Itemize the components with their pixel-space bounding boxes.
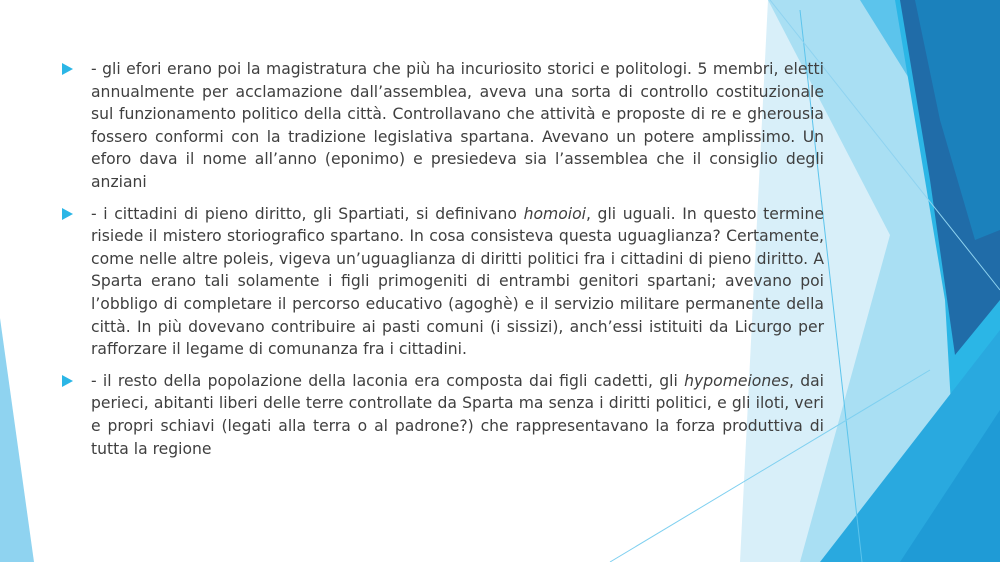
bullet-text: - i cittadini di pieno diritto, gli Spartiati, si definivano homoioi, gli uguali. In questo termine risiede il mistero storiografico spartano. In cosa consisteva questa uguaglianza? Certamente, come nelle altre poleis, vigeva un’uguaglianza di diritti politici fra i cittadini di pieno diritto. A Sparta erano tali solamente i figli primogeniti di entrambi genitori spartani; avevano poi l’obbligo di completare il percorso educativo (agoghè) e il servizio militare permanente della città. In più dovevano contribuire ai pasti comuni (i sissizi), anch’essi istituiti da Licurgo per rafforzare il legame di comunanza fra i cittadini. bbox=[91, 204, 824, 359]
bullet-item-1 bbox=[62, 58, 824, 194]
bullet-text: - il resto della popolazione della laconia era composta dai figli cadetti, gli hypomeiones, dai perieci, abitanti liberi delle terre controllate da Sparta ma senza i diritti politici, e gli iloti, veri e propri schiavi (legati alla terra o al padrone?) che rappresentavano la forza produttiva di tutta la regione bbox=[91, 371, 824, 458]
content-area bbox=[62, 58, 824, 469]
bullet-item-2 bbox=[62, 203, 824, 361]
bullet-text: - gli efori erano poi la magistratura che più ha incuriosito storici e politologi. 5 membri, eletti annualmente per acclamazione dall’assemblea, aveva una sorta di controllo costituzionale sul funzionamento politico della città. Controllavano che attività e proposte di re e gherousia fossero conformi con la tradizione legislativa spartana. Avevano un potere amplissimo. Un eforo dava il nome all’anno (eponimo) e presiedeva sia l’assemblea che il consiglio degli anziani bbox=[91, 60, 824, 191]
triangle-right-icon bbox=[62, 63, 73, 75]
left-edge-shape bbox=[0, 318, 34, 562]
triangle-right-icon bbox=[62, 208, 73, 220]
bullet-item-3 bbox=[62, 370, 824, 460]
triangle-right-icon bbox=[62, 375, 73, 387]
